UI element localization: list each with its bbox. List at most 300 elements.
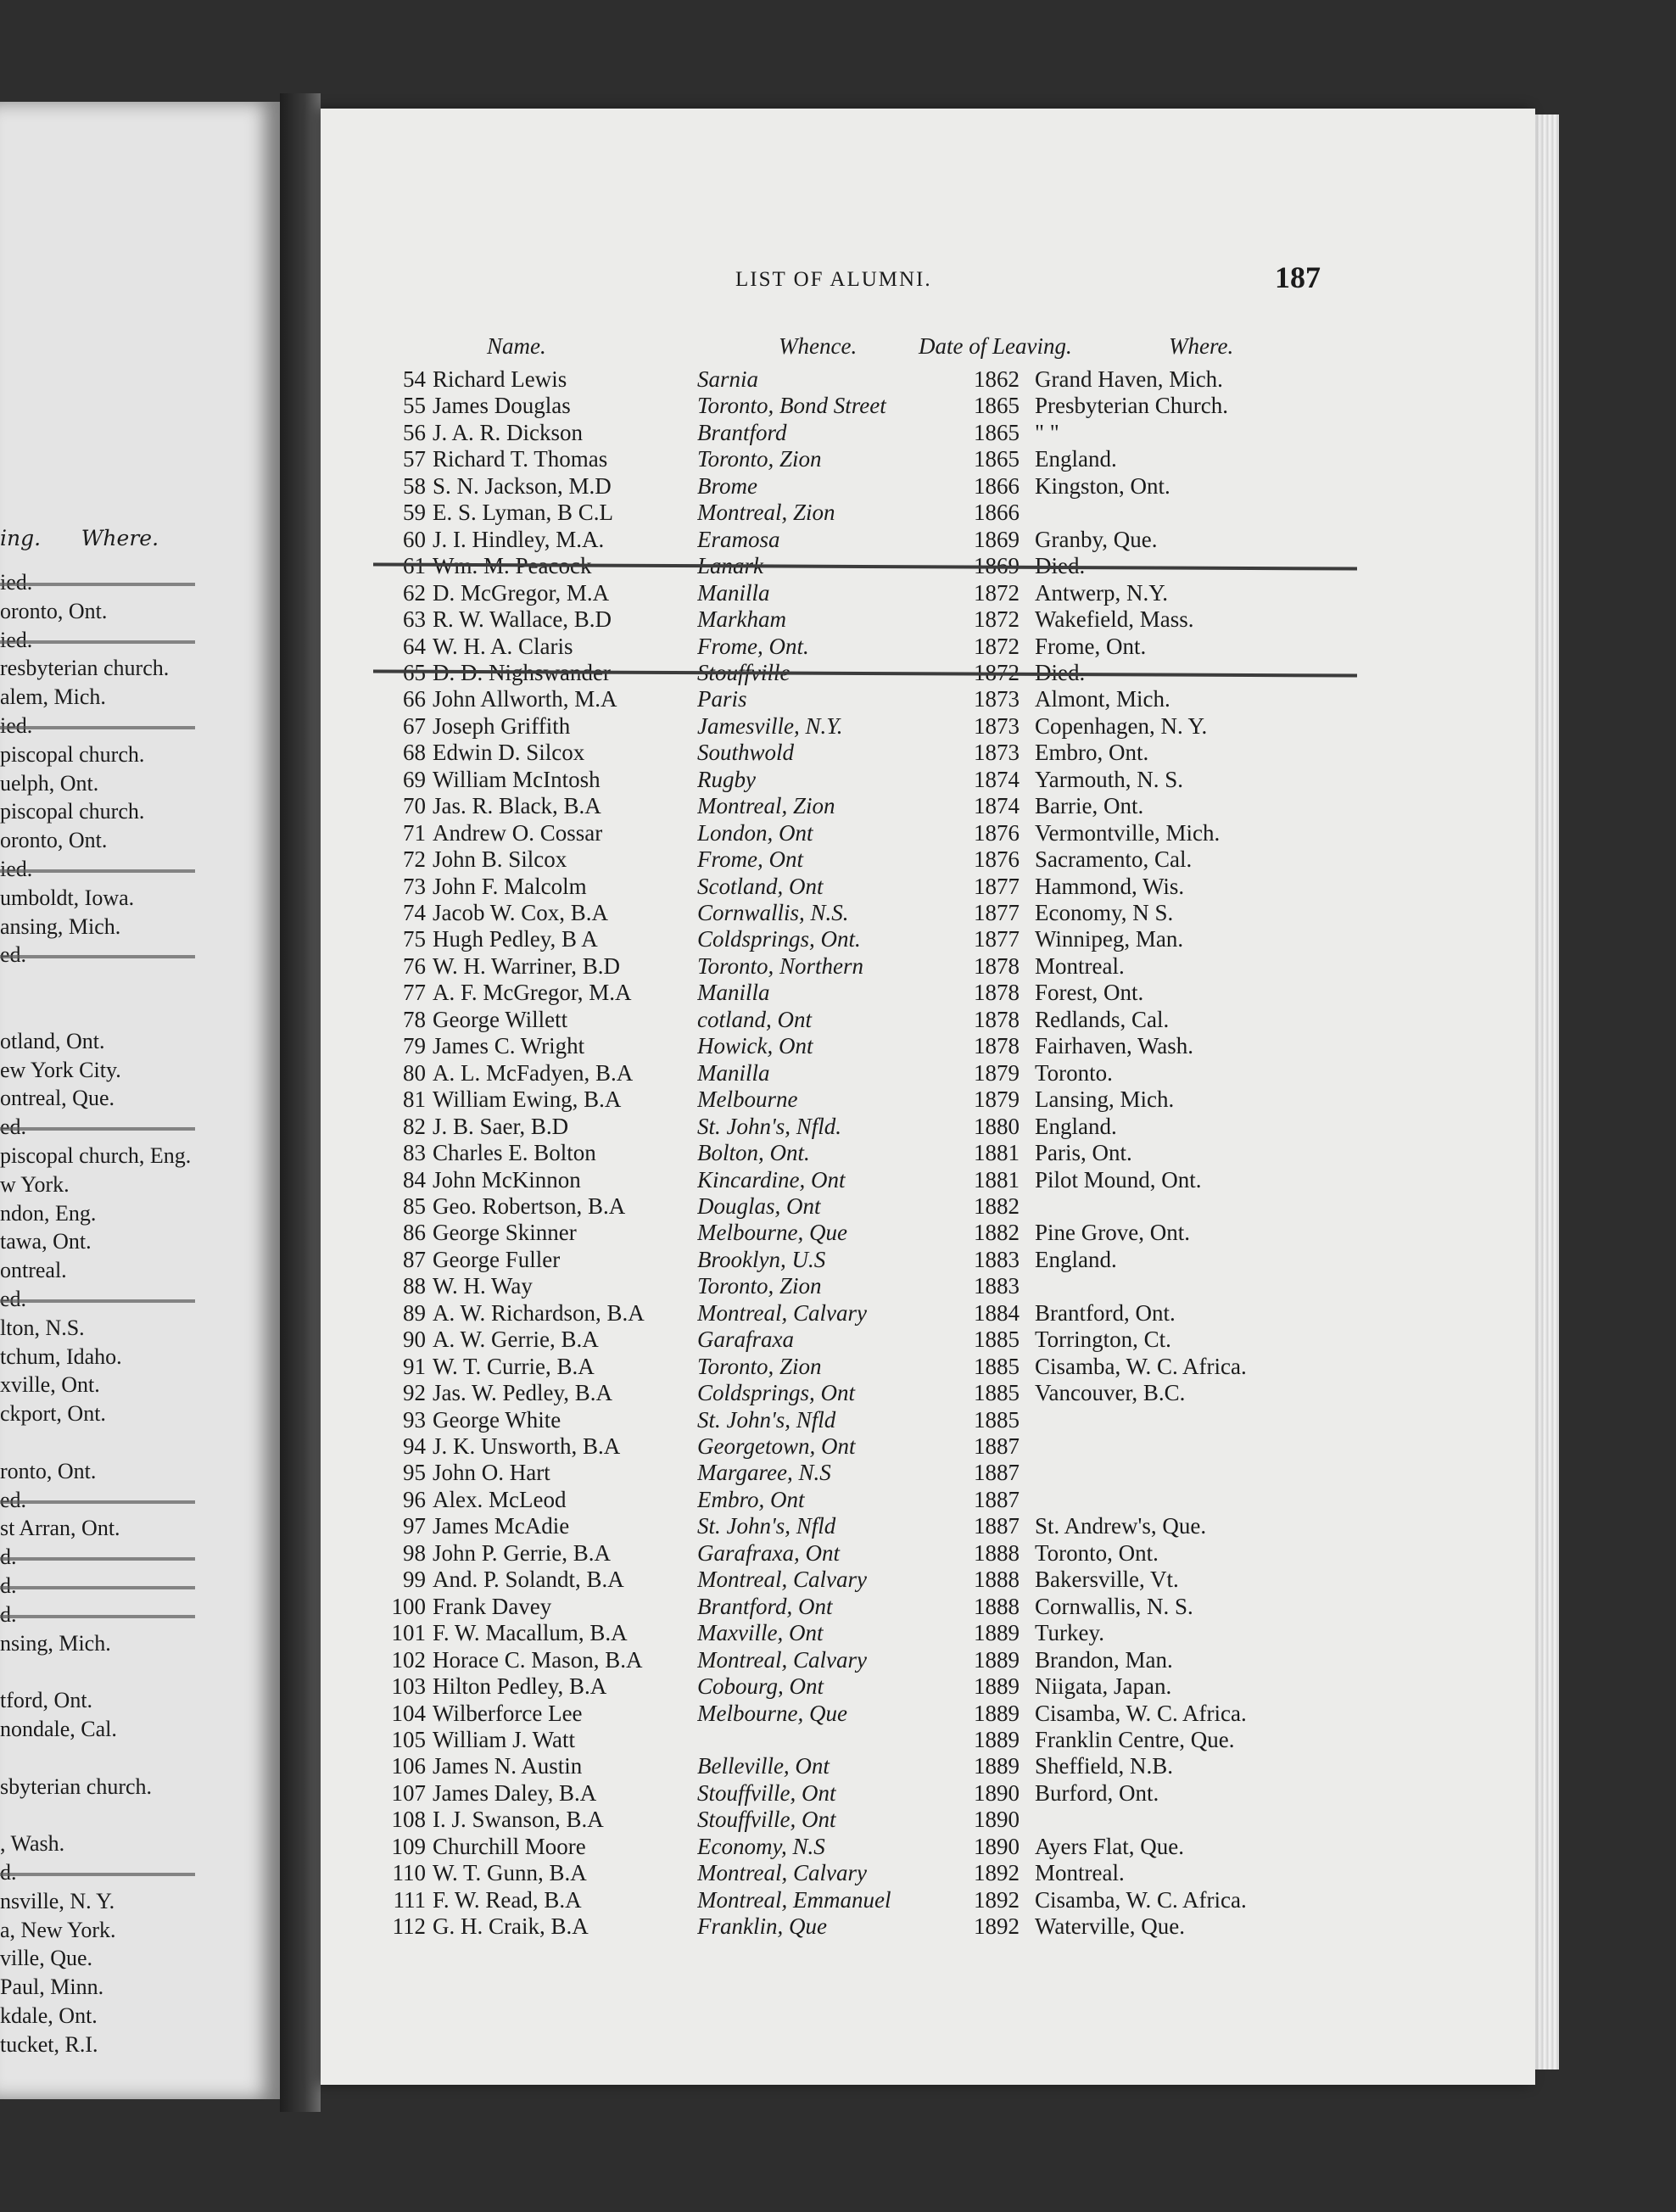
alumni-whence: Kincardine, Ont [697,1166,846,1193]
alumni-where: Toronto. [1035,1059,1113,1086]
alumni-whence: Embro, Ont [697,1486,805,1512]
alumni-whence: Rugby [697,766,756,792]
alumni-where: Economy, N S. [1035,900,1174,925]
alumni-where: Pilot Mound, Ont. [1035,1166,1202,1193]
alumni-name: George Fuller [433,1246,561,1272]
alumni-date-of-leaving: 1882 [974,1193,1020,1219]
alumni-whence: Margaree, N.S [697,1460,831,1486]
alumni-number: 111 [393,1886,426,1913]
alumni-whence: Paris [697,686,747,712]
alumni-number: 106 [391,1753,426,1779]
alumni-date-of-leaving: 1877 [974,900,1020,925]
alumni-whence: Sarnia [697,366,759,392]
alumni-date-of-leaving: 1884 [974,1299,1020,1326]
alumni-where: England. [1035,1246,1117,1272]
previous-page-line: ontreal. [0,1258,67,1283]
alumni-date-of-leaving: 1892 [974,1913,1020,1940]
alumni-where: Died. [1035,659,1086,685]
alumni-number: 83 [403,1140,426,1166]
strike-through-line [0,640,195,644]
alumni-name: Alex. McLeod [433,1486,567,1512]
previous-page-column-header: ing. Where. [0,526,159,550]
alumni-name: James Douglas [433,393,571,419]
alumni-whence: Coldsprings, Ont [697,1380,856,1406]
alumni-name: Hilton Pedley, B.A [433,1673,607,1700]
alumni-date-of-leaving: 1879 [974,1086,1020,1113]
alumni-name: Churchill Moore [433,1833,586,1859]
alumni-date-of-leaving: 1872 [974,659,1020,685]
alumni-number: 102 [391,1646,426,1673]
alumni-number: 101 [391,1620,426,1646]
alumni-whence: Toronto, Zion [697,1273,822,1299]
alumni-date-of-leaving: 1873 [974,686,1020,712]
alumni-whence: Manilla [697,579,770,606]
alumni-number: 103 [391,1673,426,1700]
alumni-whence: Garafraxa [697,1327,794,1353]
alumni-whence: Brome [697,472,757,499]
alumni-whence: cotland, Ont [697,1006,812,1032]
alumni-name: J. A. R. Dickson [433,419,584,445]
alumni-name: James C. Wright [433,1033,585,1059]
alumni-date-of-leaving: 1885 [974,1380,1020,1406]
alumni-where: Barrie, Ont. [1035,793,1144,819]
alumni-date-of-leaving: 1889 [974,1726,1020,1752]
alumni-whence: Toronto, Northern [697,952,864,979]
previous-page-fragment [0,102,280,2099]
previous-page-line: tford, Ont. [0,1688,93,1713]
previous-page-line: nsing, Mich. [0,1630,111,1656]
alumni-number: 54 [403,366,426,392]
strike-through-line [0,583,195,586]
alumni-date-of-leaving: 1888 [974,1593,1020,1619]
previous-page-line: w York. [0,1171,70,1197]
alumni-name: Edwin D. Silcox [433,740,585,766]
alumni-number: 110 [392,1860,426,1886]
alumni-whence: Brantford [697,419,787,445]
alumni-name: F. W. Read, B.A [433,1886,582,1913]
alumni-where: Burford, Ont. [1035,1779,1159,1806]
alumni-where: Pine Grove, Ont. [1035,1220,1190,1246]
previous-page-line: resbyterian church. [0,656,170,681]
alumni-number: 74 [403,900,426,925]
alumni-name: Andrew O. Cossar [433,819,603,846]
alumni-name: W. H. Warriner, B.D [433,952,620,979]
alumni-date-of-leaving: 1880 [974,1113,1020,1139]
alumni-date-of-leaving: 1869 [974,526,1020,552]
alumni-number: 107 [391,1779,426,1806]
alumni-date-of-leaving: 1877 [974,926,1020,952]
alumni-whence: Cobourg, Ont [697,1673,824,1700]
alumni-whence: Melbourne, Que [697,1700,847,1726]
alumni-name: A. W. Gerrie, B.A [433,1327,599,1353]
alumni-where: Cisamba, W. C. Africa. [1035,1700,1247,1726]
previous-page-line: Paul, Minn. [0,1975,104,2000]
alumni-whence: Brooklyn, U.S [697,1246,826,1272]
alumni-where: Kingston, Ont. [1035,472,1170,499]
alumni-number: 86 [403,1220,426,1246]
alumni-date-of-leaving: 1873 [974,740,1020,766]
alumni-number: 77 [403,980,426,1006]
alumni-date-of-leaving: 1887 [974,1460,1020,1486]
column-header-where: Where. [1169,333,1234,359]
alumni-number: 75 [403,926,426,952]
alumni-date-of-leaving: 1865 [974,446,1020,472]
alumni-number: 70 [403,793,426,819]
alumni-where: Embro, Ont. [1035,740,1149,766]
previous-page-line: sbyterian church. [0,1774,153,1799]
alumni-date-of-leaving: 1887 [974,1486,1020,1512]
previous-page-line: ontreal, Que. [0,1086,115,1111]
alumni-number: 84 [403,1166,426,1193]
alumni-name: Hugh Pedley, B A [433,926,598,952]
alumni-where: England. [1035,446,1117,472]
previous-page-line: otland, Ont. [0,1028,105,1053]
alumni-whence: Toronto, Zion [697,1353,822,1379]
strike-through-line [0,1299,195,1303]
alumni-whence: Manilla [697,1059,770,1086]
alumni-name: A. W. Richardson, B.A [433,1299,645,1326]
running-head: LIST OF ALUMNI. [735,268,932,291]
alumni-name: R. W. Wallace, B.D [433,606,612,633]
alumni-where: Franklin Centre, Que. [1035,1726,1235,1752]
alumni-name: John McKinnon [433,1166,581,1193]
alumni-where: Waterville, Que. [1035,1913,1186,1940]
alumni-where: Frome, Ont. [1035,633,1147,659]
alumni-whence: Montreal, Emmanuel [697,1886,891,1913]
previous-page-line: st Arran, Ont. [0,1516,120,1541]
alumni-number: 78 [403,1006,426,1032]
alumni-date-of-leaving: 1889 [974,1700,1020,1726]
previous-page-line: tchum, Idaho. [0,1343,122,1369]
previous-page-line: nondale, Cal. [0,1717,117,1741]
alumni-name: D. D. Nighswander [433,659,611,685]
alumni-whence: Scotland, Ont [697,873,824,899]
alumni-date-of-leaving: 1889 [974,1646,1020,1673]
alumni-whence: Lanark [697,553,764,579]
alumni-number: 67 [403,712,426,739]
alumni-name: John B. Silcox [433,846,567,873]
alumni-name: John F. Malcolm [433,873,587,899]
alumni-date-of-leaving: 1872 [974,606,1020,633]
alumni-name: Frank Davey [433,1593,552,1619]
alumni-date-of-leaving: 1887 [974,1513,1020,1539]
alumni-number: 100 [391,1593,426,1619]
previous-page-line: tawa, Ont. [0,1229,92,1254]
column-header-whence: Whence. [779,333,858,359]
alumni-number: 65 [403,659,426,685]
alumni-where: Niigata, Japan. [1035,1673,1172,1700]
previous-page-line: alem, Mich. [0,684,106,710]
alumni-date-of-leaving: 1874 [974,766,1020,792]
alumni-name: Richard Lewis [433,366,567,392]
alumni-number: 109 [391,1833,426,1859]
alumni-whence: Frome, Ont [697,846,803,873]
alumni-name: W. H. Way [433,1273,533,1299]
alumni-date-of-leaving: 1877 [974,873,1020,899]
alumni-date-of-leaving: 1878 [974,1033,1020,1059]
alumni-date-of-leaving: 1885 [974,1327,1020,1353]
alumni-number: 63 [403,606,426,633]
strike-through-line [0,1557,195,1561]
previous-page-line: tucket, R.I. [0,2031,98,2057]
previous-page-line: ndon, Eng. [0,1200,97,1226]
alumni-number: 58 [403,472,426,499]
alumni-where: Bakersville, Vt. [1035,1567,1179,1593]
alumni-date-of-leaving: 1862 [974,366,1020,392]
alumni-number: 87 [403,1246,426,1272]
alumni-date-of-leaving: 1883 [974,1246,1020,1272]
alumni-number: 68 [403,740,426,766]
alumni-date-of-leaving: 1876 [974,819,1020,846]
alumni-number: 60 [403,526,426,552]
alumni-whence: Brantford, Ont [697,1593,833,1619]
alumni-where: Fairhaven, Wash. [1035,1033,1194,1059]
previous-page-line: kdale, Ont. [0,2003,98,2028]
alumni-number: 81 [403,1086,426,1113]
alumni-whence: Belleville, Ont [697,1753,830,1779]
alumni-date-of-leaving: 1865 [974,419,1020,445]
alumni-date-of-leaving: 1878 [974,952,1020,979]
alumni-number: 76 [403,952,426,979]
alumni-name: F. W. Macallum, B.A [433,1620,628,1646]
alumni-date-of-leaving: 1869 [974,553,1020,579]
alumni-whence: Coldsprings, Ont. [697,926,861,952]
alumni-whence: St. John's, Nfld. [697,1113,842,1139]
alumni-where: Vancouver, B.C. [1035,1380,1186,1406]
alumni-number: 64 [403,633,426,659]
alumni-date-of-leaving: 1872 [974,579,1020,606]
alumni-whence: Toronto, Zion [697,446,822,472]
alumni-where: Vermontville, Mich. [1035,819,1221,846]
strike-through-line [0,1500,195,1504]
alumni-date-of-leaving: 1879 [974,1059,1020,1086]
alumni-whence: Montreal, Calvary [697,1860,867,1886]
alumni-whence: Melbourne, Que [697,1220,847,1246]
alumni-number: 85 [403,1193,426,1219]
alumni-whence: Franklin, Que [697,1913,827,1940]
alumni-where: Forest, Ont. [1035,980,1144,1006]
alumni-number: 57 [403,446,426,472]
alumni-where: Lansing, Mich. [1035,1086,1175,1113]
alumni-number: 66 [403,686,426,712]
alumni-whence: Manilla [697,980,770,1006]
alumni-name: John O. Hart [433,1460,550,1486]
alumni-date-of-leaving: 1889 [974,1753,1020,1779]
alumni-name: William J. Watt [433,1726,575,1752]
alumni-date-of-leaving: 1890 [974,1807,1020,1833]
alumni-name: A. F. McGregor, M.A [433,980,632,1006]
previous-page-line: uelph, Ont. [0,770,99,796]
alumni-number: 89 [403,1299,426,1326]
alumni-where: Brandon, Man. [1035,1646,1173,1673]
alumni-where: Granby, Que. [1035,526,1158,552]
alumni-name: I. J. Swanson, B.A [433,1807,604,1833]
previous-page-line: oronto, Ont. [0,598,108,623]
alumni-name: Richard T. Thomas [433,446,608,472]
alumni-date-of-leaving: 1873 [974,712,1020,739]
alumni-where: Cisamba, W. C. Africa. [1035,1886,1247,1913]
alumni-date-of-leaving: 1885 [974,1406,1020,1433]
previous-page-line: piscopal church. [0,799,145,824]
alumni-where: Montreal. [1035,1860,1125,1886]
alumni-date-of-leaving: 1865 [974,393,1020,419]
alumni-name: J. I. Hindley, M.A. [433,526,605,552]
alumni-name: Jacob W. Cox, B.A [433,900,609,925]
alumni-date-of-leaving: 1888 [974,1539,1020,1566]
alumni-date-of-leaving: 1874 [974,793,1020,819]
previous-page-line: xville, Ont. [0,1372,100,1398]
alumni-whence: Montreal, Calvary [697,1646,867,1673]
alumni-number: 61 [403,553,426,579]
alumni-where: Redlands, Cal. [1035,1006,1170,1032]
alumni-number: 95 [403,1460,426,1486]
alumni-whence: Eramosa [697,526,780,552]
alumni-name: W. H. A. Claris [433,633,573,659]
alumni-number: 72 [403,846,426,873]
alumni-date-of-leaving: 1878 [974,980,1020,1006]
alumni-whence: Stouffville, Ont [697,1807,836,1833]
alumni-name: William McIntosh [433,766,601,792]
alumni-number: 91 [403,1353,426,1379]
alumni-number: 80 [403,1059,426,1086]
alumni-where: Montreal. [1035,952,1125,979]
previous-page-line: ville, Que. [0,1946,93,1971]
previous-page-line: umboldt, Iowa. [0,885,135,910]
alumni-date-of-leaving: 1866 [974,472,1020,499]
previous-page-line: ew York City. [0,1057,121,1082]
book-page [321,109,1535,2085]
alumni-whence: St. John's, Nfld [697,1406,836,1433]
alumni-name: A. L. McFadyen, B.A [433,1059,634,1086]
alumni-number: 112 [392,1913,426,1940]
alumni-number: 92 [403,1380,426,1406]
alumni-number: 62 [403,579,426,606]
alumni-whence: Maxville, Ont [697,1620,824,1646]
alumni-whence: St. John's, Nfld [697,1513,836,1539]
alumni-number: 88 [403,1273,426,1299]
alumni-name: And. P. Solandt, B.A [433,1567,624,1593]
alumni-whence: Melbourne [697,1086,798,1113]
alumni-name: George White [433,1406,561,1433]
alumni-where: Antwerp, N.Y. [1035,579,1168,606]
alumni-name: Jas. W. Pedley, B.A [433,1380,613,1406]
alumni-where: Cisamba, W. C. Africa. [1035,1353,1247,1379]
alumni-whence: Toronto, Bond Street [697,393,886,419]
alumni-whence: London, Ont [697,819,813,846]
alumni-name: Jas. R. Black, B.A [433,793,601,819]
alumni-where: Torrington, Ct. [1035,1327,1171,1353]
alumni-number: 99 [403,1567,426,1593]
alumni-number: 82 [403,1113,426,1139]
alumni-where: Grand Haven, Mich. [1035,366,1223,392]
alumni-number: 94 [403,1433,426,1459]
alumni-where: Sheffield, N.B. [1035,1753,1173,1779]
alumni-where: Almont, Mich. [1035,686,1170,712]
strike-through-line [0,1586,195,1589]
alumni-date-of-leaving: 1876 [974,846,1020,873]
alumni-whence: Economy, N.S [697,1833,825,1859]
alumni-name: John P. Gerrie, B.A [433,1539,611,1566]
alumni-number: 97 [403,1513,426,1539]
alumni-name: S. N. Jackson, M.D [433,472,612,499]
alumni-whence: Stouffville, Ont [697,1779,836,1806]
alumni-whence: Bolton, Ont. [697,1140,810,1166]
alumni-date-of-leaving: 1882 [974,1220,1020,1246]
alumni-where: Winnipeg, Man. [1035,926,1184,952]
alumni-where: Turkey. [1035,1620,1105,1646]
alumni-number: 71 [403,819,426,846]
alumni-name: D. McGregor, M.A [433,579,610,606]
alumni-date-of-leaving: 1890 [974,1779,1020,1806]
previous-page-line: piscopal church. [0,741,145,767]
alumni-where: Paris, Ont. [1035,1140,1132,1166]
alumni-number: 98 [403,1539,426,1566]
alumni-date-of-leaving: 1888 [974,1567,1020,1593]
alumni-number: 56 [403,419,426,445]
alumni-where: " " [1035,419,1059,445]
previous-page-line: a, New York. [0,1917,116,1942]
alumni-whence: Stouffville [697,659,791,685]
previous-page-line: oronto, Ont. [0,828,108,853]
strike-through-line [0,726,195,729]
alumni-number: 108 [391,1807,426,1833]
alumni-number: 93 [403,1406,426,1433]
alumni-date-of-leaving: 1892 [974,1860,1020,1886]
column-header-name: Name. [487,333,546,359]
alumni-name: James McAdie [433,1513,570,1539]
alumni-where: Brantford, Ont. [1035,1299,1176,1326]
alumni-name: E. S. Lyman, B C.L [433,500,614,526]
previous-page-line: ansing, Mich. [0,913,121,939]
alumni-whence: Montreal, Zion [697,500,835,526]
alumni-name: George Willett [433,1006,568,1032]
alumni-whence: Garafraxa, Ont [697,1539,840,1566]
alumni-date-of-leaving: 1872 [974,633,1020,659]
alumni-where: Presbyterian Church. [1035,393,1228,419]
alumni-name: John Allworth, M.A [433,686,617,712]
alumni-date-of-leaving: 1881 [974,1166,1020,1193]
strike-through-line [0,1127,195,1131]
alumni-name: W. T. Gunn, B.A [433,1860,587,1886]
alumni-whence: Markham [697,606,786,633]
alumni-date-of-leaving: 1883 [974,1273,1020,1299]
strike-through-line [0,869,195,873]
alumni-number: 59 [403,500,426,526]
alumni-name: Wilberforce Lee [433,1700,583,1726]
alumni-date-of-leaving: 1881 [974,1140,1020,1166]
previous-page-line: nsville, N. Y. [0,1888,115,1913]
alumni-whence: Douglas, Ont [697,1193,821,1219]
alumni-number: 73 [403,873,426,899]
strike-through-line [0,1873,195,1876]
alumni-name: Horace C. Mason, B.A [433,1646,643,1673]
previous-page-line: lton, N.S. [0,1315,85,1340]
alumni-name: J. B. Saer, B.D [433,1113,569,1139]
alumni-whence: Montreal, Calvary [697,1299,867,1326]
alumni-name: G. H. Craik, B.A [433,1913,589,1940]
alumni-whence: Southwold [697,740,795,766]
book-gutter [280,93,321,2112]
alumni-name: Charles E. Bolton [433,1140,596,1166]
alumni-name: Joseph Griffith [433,712,571,739]
alumni-name: J. K. Unsworth, B.A [433,1433,621,1459]
alumni-number: 96 [403,1486,426,1512]
alumni-name: Wm. M. Peacock [433,553,592,579]
alumni-date-of-leaving: 1885 [974,1353,1020,1379]
alumni-name: William Ewing, B.A [433,1086,622,1113]
alumni-date-of-leaving: 1889 [974,1620,1020,1646]
page-number: 187 [1275,260,1321,294]
